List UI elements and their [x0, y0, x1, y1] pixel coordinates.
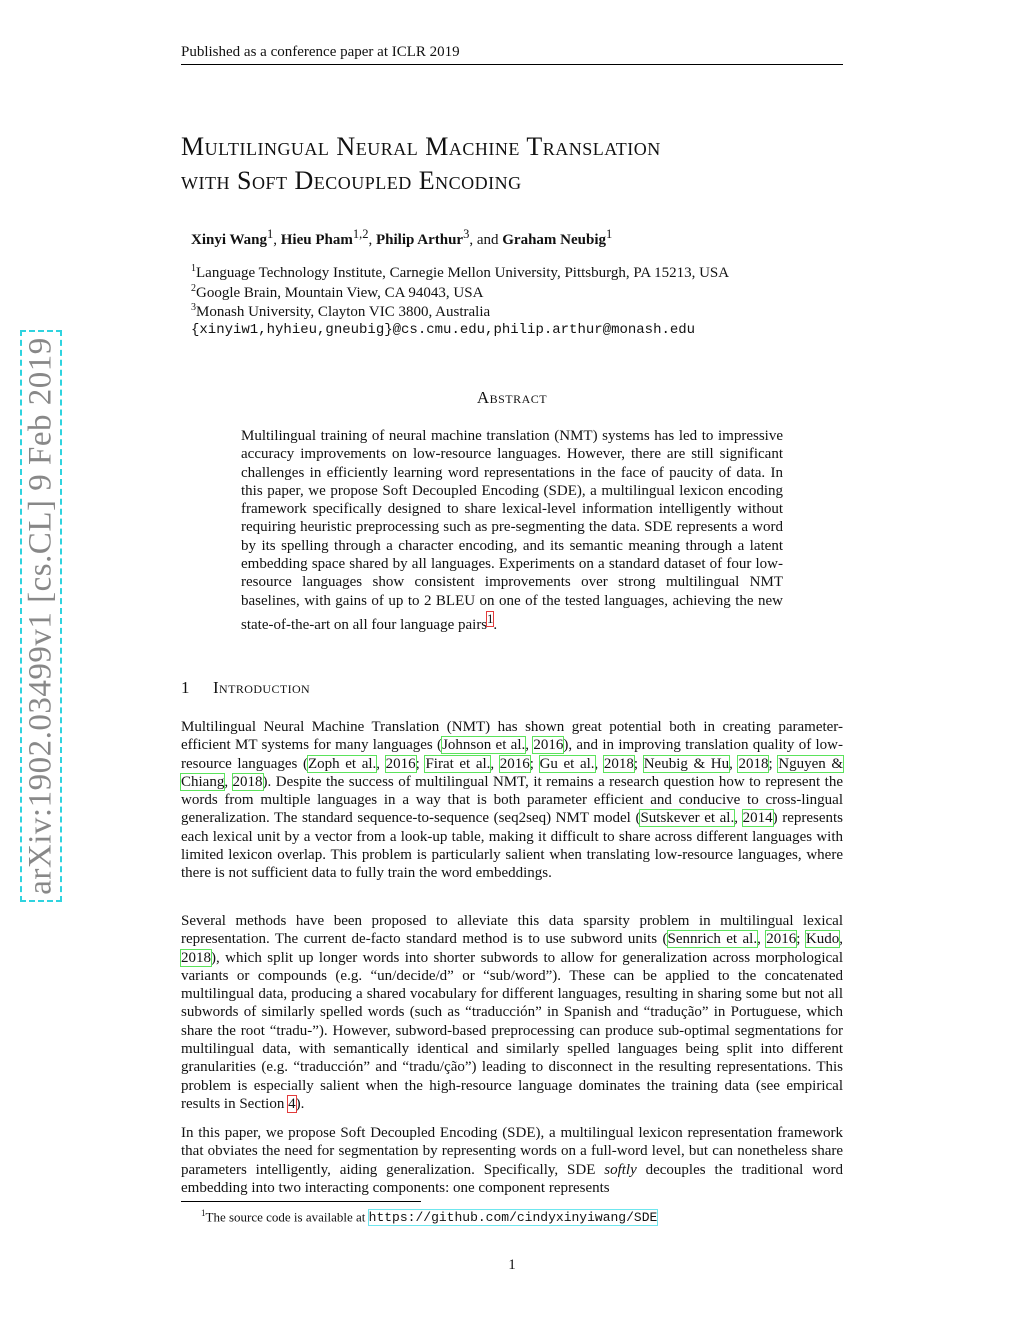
para-text: decouples the traditional word embedding into two interacting components: one component represents	[181, 1161, 843, 1196]
author-name: Xinyi Wang	[191, 232, 268, 248]
affiliation	[191, 283, 483, 302]
para-text: ). Despite the success of multilingual NMT, it remains a research question how to represent the words from multiple languages in a way that is both parameter efficient and conducive to cross-lingual generalization. The standard sequence-to-sequence (seq2seq) NMT model (	[181, 773, 843, 827]
source-code-url-link[interactable]: https://github.com/cindyxinyiwang/SDE	[368, 1210, 658, 1226]
title-line-2: with Soft Decoupled Encoding	[181, 166, 522, 195]
intro-paragraph-2	[181, 912, 843, 1113]
citation-link[interactable]: 2018	[181, 949, 211, 966]
para-text: ,	[376, 755, 386, 772]
para-text: ), and in improving translation quality of low-resource languages (	[181, 737, 844, 772]
abstract-text: Multilingual training of neural machine translation (NMT) systems has led to impressive accuracy improvements on low-resource languages. However, there are still significant challenges in efficiently learning word representations in the face of paucity of data. In this paper, we propose Soft Decoupled Encoding (SDE), a multilingual lexicon encoding framework specifically designed to share lexical-level information intelligently without requiring heuristic preprocessing such as pre-segmenting the data. SDE represents a word by its spelling through a character encoding, and its semantic meaning through a latent embedding space shared by all languages. Experiments on a standard dataset of four low-resource languages show consistent improvements over strong multilingual NMT baselines, with gains of up to 2 BLEU on one of the tested languages, achieving the new state-of-the-art on all four language pairs	[241, 428, 783, 633]
author-sup: 1,2	[352, 227, 369, 241]
arxiv-stamp[interactable]	[20, 330, 62, 902]
author-name: Hieu Pham	[280, 232, 353, 248]
title-line-1: Multilingual Neural Machine Translation	[181, 132, 661, 161]
abstract-end: .	[493, 616, 498, 633]
citation-link[interactable]: Sennrich et al.	[667, 931, 758, 948]
para-text: ;	[796, 931, 806, 948]
affiliation-text: Language Technology Institute, Carnegie Mellon University, Pittsburgh, PA 15213, USA	[196, 265, 730, 281]
footnote-text: The source code is available at	[205, 1209, 369, 1225]
para-text: ,	[839, 931, 843, 948]
author-name: Philip Arthur	[375, 232, 464, 248]
citation-link[interactable]: 2018	[603, 755, 634, 772]
citation-link[interactable]: Firat et al.	[425, 755, 491, 772]
citation-link[interactable]: Sutskever et al.	[640, 810, 735, 827]
para-text: ,	[224, 773, 233, 790]
header-rule	[181, 64, 843, 65]
footnote-sup: 1	[201, 1208, 206, 1218]
intro-paragraph-1	[181, 718, 843, 883]
citation-link[interactable]: 2018	[738, 755, 769, 772]
author-sup: 1	[606, 227, 613, 241]
para-text: ) represents each lexical unit by a vector from a look-up table, making it difficult to share across different languages with limited lexicon overlap. This problem is particularly salient when translating low-resource languages, where there is not sufficient data to fully train the word embeddings.	[181, 810, 844, 882]
para-text: ,	[734, 810, 743, 827]
citation-link[interactable]: Neubig & Hu	[643, 755, 730, 772]
para-text: ).	[295, 1095, 305, 1112]
affiliation-sup: 3	[191, 302, 196, 313]
affiliation-sup: 2	[191, 283, 196, 294]
para-text: ,	[594, 755, 604, 772]
citation-link[interactable]: 2016	[533, 737, 564, 754]
citation-link[interactable]: Johnson et al.	[442, 737, 526, 754]
citation-link[interactable]: 2016	[766, 931, 797, 948]
author-sup: 3	[463, 227, 470, 241]
section-ref-link[interactable]: 4	[288, 1095, 296, 1112]
page-number: 1	[508, 1257, 516, 1273]
affiliation-text: Google Brain, Mountain View, CA 94043, USA	[196, 285, 484, 301]
para-text: ;	[633, 755, 644, 772]
para-text: ;	[529, 755, 540, 772]
citation-link[interactable]: 2016	[499, 755, 530, 772]
para-text: Several methods have been proposed to alleviate this data sparsity problem in multilingual lexical representation. The current de-facto standard method is to use subword units (	[181, 913, 843, 948]
running-header: Published as a conference paper at ICLR 2019	[181, 44, 460, 60]
footnote	[201, 1208, 657, 1225]
citation-link[interactable]: 2016	[385, 755, 416, 772]
citation-link[interactable]: 2014	[742, 810, 773, 827]
abstract-body	[241, 427, 783, 634]
para-text: Multilingual Neural Machine Translation (NMT) has shown great potential both in creating parameter-efficient MT systems for many languages (	[181, 719, 843, 754]
author-emails: {xinyiw1,hyhieu,gneubig}@cs.cmu.edu,philip.arthur@monash.edu	[191, 322, 696, 338]
affiliation	[191, 302, 490, 321]
citation-link[interactable]: Kudo	[805, 931, 840, 948]
affiliation-text: Monash University, Clayton VIC 3800, Australia	[196, 304, 491, 320]
para-text: ), which split up longer words into shorter subwords to allow for generalization across morphological variants or compounds (e.g. “un/decide/d” or “sub/word”). These can be applied to the concatenated multilingual data, producing a shared vocabulary for different languages, resulting in sharing some but not all subwords of similarly spelled words (such as “traducción” in Spanish and “tradução” in Portuguese, which share the root “tradu-”). However, subword-based preprocessing can produce sub-optimal segmentations for multilingual data, with semantically identical and similarly spelled languages being split into different granularities (e.g. “traducción” and “tradu/ção”) leading to disconnect in the resulting representations. This problem is especially salient when the high-resource language dominates the training data (see empirical results in Section	[181, 949, 843, 1112]
intro-paragraph-3	[181, 1124, 843, 1197]
arxiv-stamp-text: arXiv:1902.03499v1 [cs.CL] 9 Feb 2019	[22, 337, 59, 895]
para-text: ,	[757, 931, 767, 948]
footnote-rule	[181, 1201, 421, 1202]
author-list: Xinyi Wang$^1$, Hieu Pham$^{1,2}$, Philip Arthur$^3$, and Graham Neubig$^1$	[191, 227, 613, 248]
para-text: ;	[768, 755, 779, 772]
section-number: 1	[181, 678, 190, 697]
citation-link[interactable]: Nguyen & Chiang	[181, 755, 844, 790]
emphasis-text: softly	[604, 1161, 637, 1178]
affiliation	[191, 263, 729, 282]
abstract-heading: Abstract	[476, 388, 548, 407]
citation-link[interactable]: 2018	[232, 773, 263, 790]
citation-link[interactable]: Gu et al.	[539, 755, 595, 772]
author-name: Graham Neubig	[502, 232, 607, 248]
author-sup: 1	[267, 227, 274, 241]
section-title: Introduction	[213, 678, 311, 697]
affiliation-sup: 1	[191, 263, 196, 274]
para-text: ;	[415, 755, 426, 772]
citation-link[interactable]: Zoph et al.	[308, 755, 377, 772]
para-text: In this paper, we propose Soft Decoupled Encoding (SDE), a multilingual lexicon representation framework that obviates the need for segmentation by representing words on a full-word level, but can nonetheless share parameters intelligently, aiding generalization. Specifically, SDE	[181, 1125, 843, 1178]
para-text: ,	[525, 737, 534, 754]
section-heading	[181, 678, 310, 698]
para-text: ,	[490, 755, 500, 772]
para-text: ,	[729, 755, 739, 772]
paper-title	[181, 130, 861, 198]
footnote-link[interactable]: 1	[487, 611, 494, 626]
